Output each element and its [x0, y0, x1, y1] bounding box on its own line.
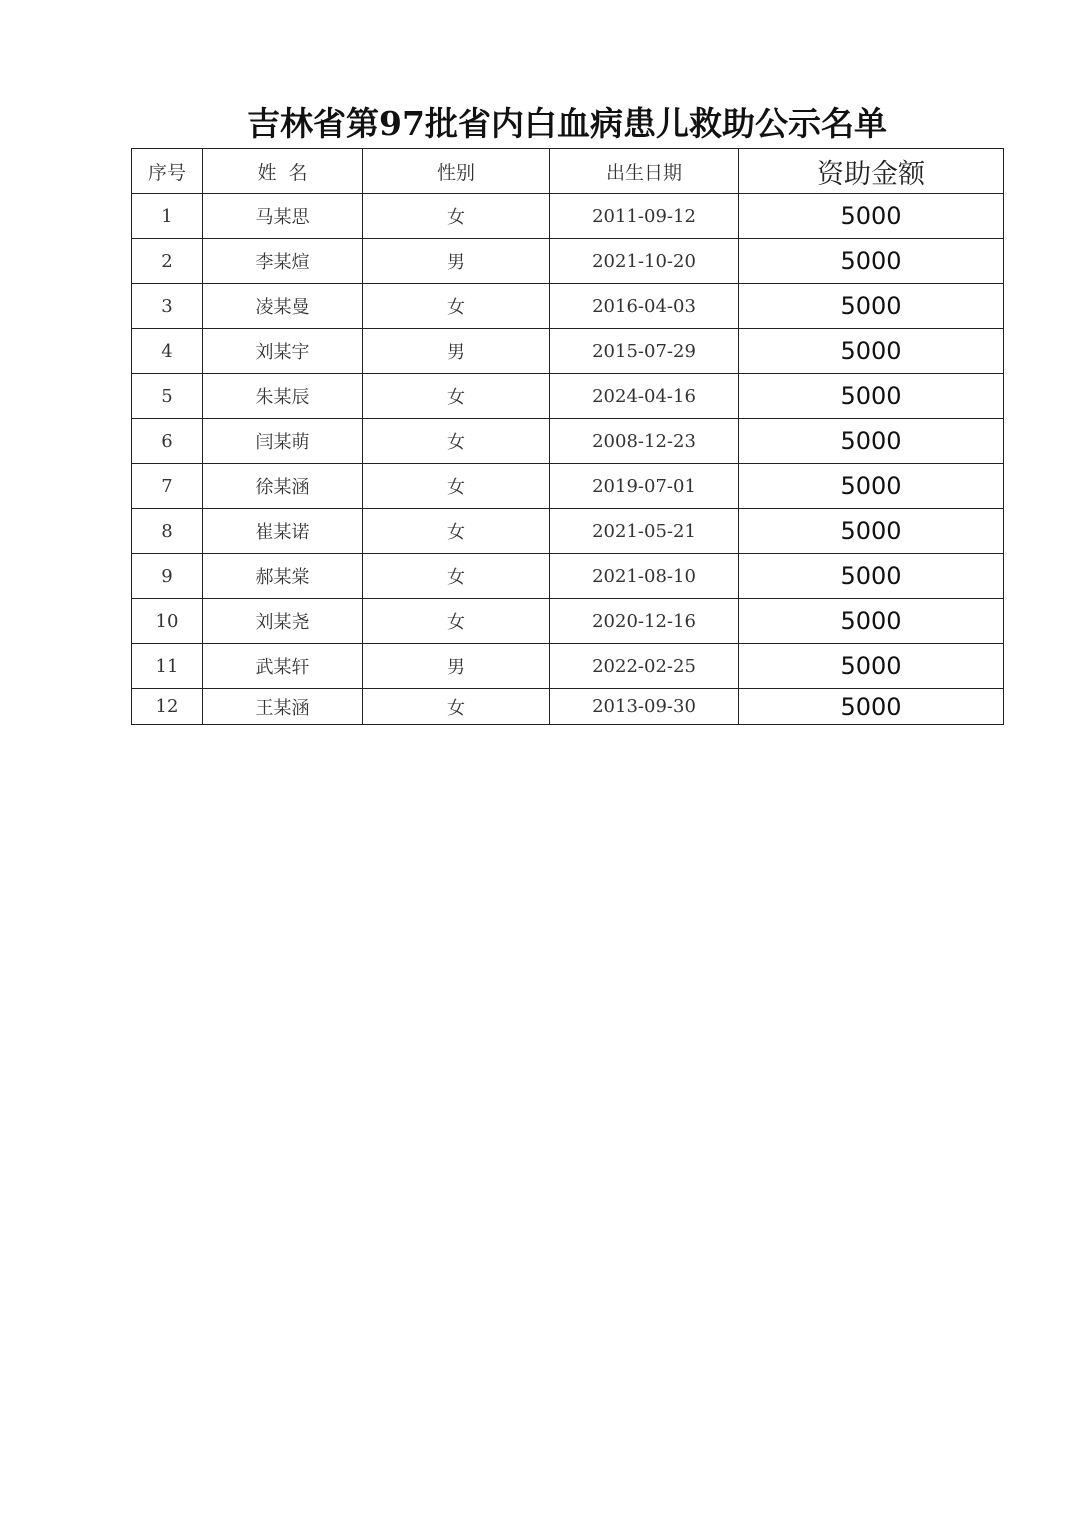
cell-name: 王某涵	[203, 689, 363, 725]
cell-gender: 男	[363, 239, 550, 284]
cell-gender: 女	[363, 554, 550, 599]
table-row	[132, 599, 1004, 644]
cell-index: 6	[132, 419, 203, 464]
header-gender: 性别	[363, 149, 550, 194]
table-row	[132, 464, 1004, 509]
cell-name: 朱某辰	[203, 374, 363, 419]
cell-birth-date: 2021-05-21	[550, 509, 739, 554]
cell-index: 9	[132, 554, 203, 599]
cell-name: 郝某棠	[203, 554, 363, 599]
cell-amount: 5000	[739, 599, 1004, 644]
table-row	[132, 644, 1004, 689]
document-title: 吉林省第97批省内白血病患儿救助公示名单	[247, 104, 887, 143]
cell-birth-date: 2013-09-30	[550, 689, 739, 725]
table-row	[132, 374, 1004, 419]
cell-amount: 5000	[739, 374, 1004, 419]
cell-birth-date: 2019-07-01	[550, 464, 739, 509]
table-row	[132, 239, 1004, 284]
cell-amount: 5000	[739, 554, 1004, 599]
cell-gender: 女	[363, 599, 550, 644]
cell-index: 5	[132, 374, 203, 419]
cell-gender: 女	[363, 194, 550, 239]
cell-name: 马某思	[203, 194, 363, 239]
cell-birth-date: 2024-04-16	[550, 374, 739, 419]
cell-name: 刘某宇	[203, 329, 363, 374]
aid-recipient-table	[131, 148, 1004, 725]
header-birth-date: 出生日期	[550, 149, 739, 194]
cell-gender: 女	[363, 464, 550, 509]
table-row	[132, 284, 1004, 329]
cell-index: 10	[132, 599, 203, 644]
cell-gender: 女	[363, 284, 550, 329]
table-header-row	[132, 149, 1004, 194]
cell-name: 武某轩	[203, 644, 363, 689]
cell-name: 闫某萌	[203, 419, 363, 464]
cell-index: 7	[132, 464, 203, 509]
cell-index: 2	[132, 239, 203, 284]
table-row	[132, 689, 1004, 725]
cell-index: 4	[132, 329, 203, 374]
cell-gender: 女	[363, 374, 550, 419]
cell-index: 8	[132, 509, 203, 554]
cell-index: 3	[132, 284, 203, 329]
table-row	[132, 419, 1004, 464]
cell-birth-date: 2016-04-03	[550, 284, 739, 329]
table-row	[132, 194, 1004, 239]
cell-birth-date: 2020-12-16	[550, 599, 739, 644]
cell-gender: 女	[363, 419, 550, 464]
cell-gender: 女	[363, 689, 550, 725]
cell-amount: 5000	[739, 509, 1004, 554]
table-row	[132, 509, 1004, 554]
cell-amount: 5000	[739, 194, 1004, 239]
table-row	[132, 329, 1004, 374]
cell-amount: 5000	[739, 644, 1004, 689]
cell-amount: 5000	[739, 329, 1004, 374]
cell-birth-date: 2021-08-10	[550, 554, 739, 599]
cell-index: 1	[132, 194, 203, 239]
cell-amount: 5000	[739, 464, 1004, 509]
cell-gender: 男	[363, 644, 550, 689]
header-amount: 资助金额	[739, 149, 1004, 194]
cell-name: 凌某曼	[203, 284, 363, 329]
cell-birth-date: 2015-07-29	[550, 329, 739, 374]
cell-name: 李某煊	[203, 239, 363, 284]
header-name: 姓 名	[203, 149, 363, 194]
cell-name: 崔某诺	[203, 509, 363, 554]
cell-index: 11	[132, 644, 203, 689]
cell-name: 徐某涵	[203, 464, 363, 509]
cell-amount: 5000	[739, 689, 1004, 725]
cell-amount: 5000	[739, 419, 1004, 464]
cell-amount: 5000	[739, 284, 1004, 329]
table-row	[132, 554, 1004, 599]
header-index: 序号	[132, 149, 203, 194]
cell-gender: 男	[363, 329, 550, 374]
cell-birth-date: 2011-09-12	[550, 194, 739, 239]
cell-birth-date: 2022-02-25	[550, 644, 739, 689]
cell-birth-date: 2008-12-23	[550, 419, 739, 464]
cell-index: 12	[132, 689, 203, 725]
cell-birth-date: 2021-10-20	[550, 239, 739, 284]
cell-amount: 5000	[739, 239, 1004, 284]
cell-gender: 女	[363, 509, 550, 554]
cell-name: 刘某尧	[203, 599, 363, 644]
